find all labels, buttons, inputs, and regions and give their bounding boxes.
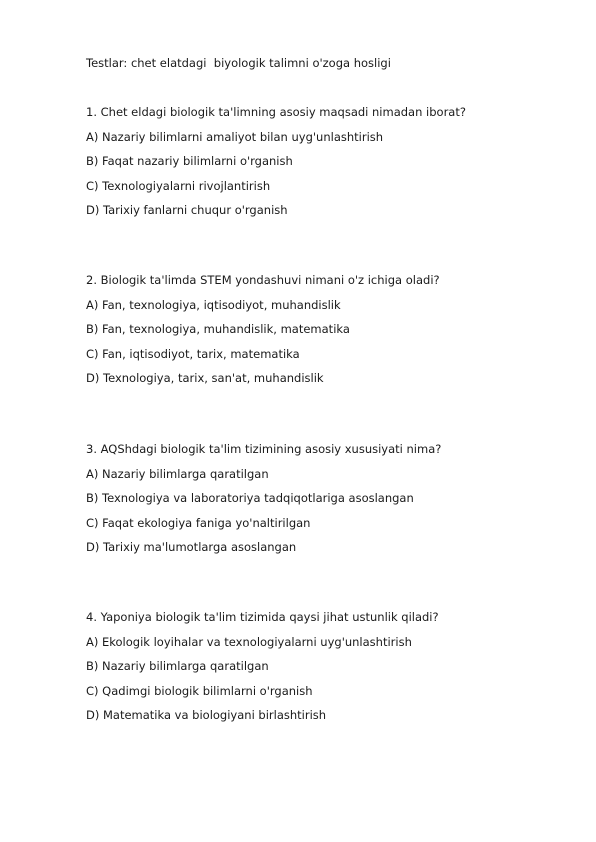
question-text: 2. Biologik ta'limda STEM yondashuvi nimani o'z ichiga oladi?	[86, 273, 440, 287]
question-2	[86, 273, 566, 385]
option-a: A) Fan, texnologiya, iqtisodiyot, muhandislik	[86, 297, 341, 312]
question-4	[86, 610, 566, 722]
question-text: 1. Chet eldagi biologik ta'limning asosiy maqsadi nimadan iborat?	[86, 105, 466, 119]
option-a: A) Nazariy bilimlarni amaliyot bilan uyg'unlashtirish	[86, 129, 384, 144]
option-c: C) Qadimgi biologik bilimlarni o'rganish	[86, 683, 313, 698]
option-b: B) Faqat nazariy bilimlarni o'rganish	[86, 154, 293, 168]
option-d: D) Matematika va biologiyani birlashtirish	[86, 708, 327, 722]
option-d: D) Tarixiy ma'lumotlarga asoslangan	[86, 540, 297, 554]
option-c: C) Faqat ekologiya faniga yo'naltirilgan	[86, 515, 311, 530]
option-c: C) Texnologiyalarni rivojlantirish	[86, 178, 271, 193]
option-b: B) Fan, texnologiya, muhandislik, matematika	[86, 322, 350, 336]
option-d: D) Tarixiy fanlarni chuqur o'rganish	[86, 203, 288, 217]
option-d: D) Texnologiya, tarix, san'at, muhandislik	[86, 371, 324, 385]
option-a: A) Ekologik loyihalar va texnologiyalarni uyg'unlashtirish	[86, 634, 412, 649]
question-text: 3. AQShdagi biologik ta'lim tizimining asosiy xususiyati nima?	[86, 442, 442, 456]
question-3	[86, 442, 566, 554]
question-1	[86, 105, 566, 217]
option-b: B) Texnologiya va laboratoriya tadqiqotlariga asoslangan	[86, 491, 414, 505]
question-text: 4. Yaponiya biologik ta'lim tizimida qaysi jihat ustunlik qiladi?	[86, 610, 439, 624]
option-a: A) Nazariy bilimlarga qaratilgan	[86, 466, 269, 481]
document-title: Testlar: chet elatdagi biyologik talimni o'zoga hosligi	[86, 56, 391, 70]
option-b: B) Nazariy bilimlarga qaratilgan	[86, 659, 269, 673]
option-c: C) Fan, iqtisodiyot, tarix, matematika	[86, 346, 300, 361]
